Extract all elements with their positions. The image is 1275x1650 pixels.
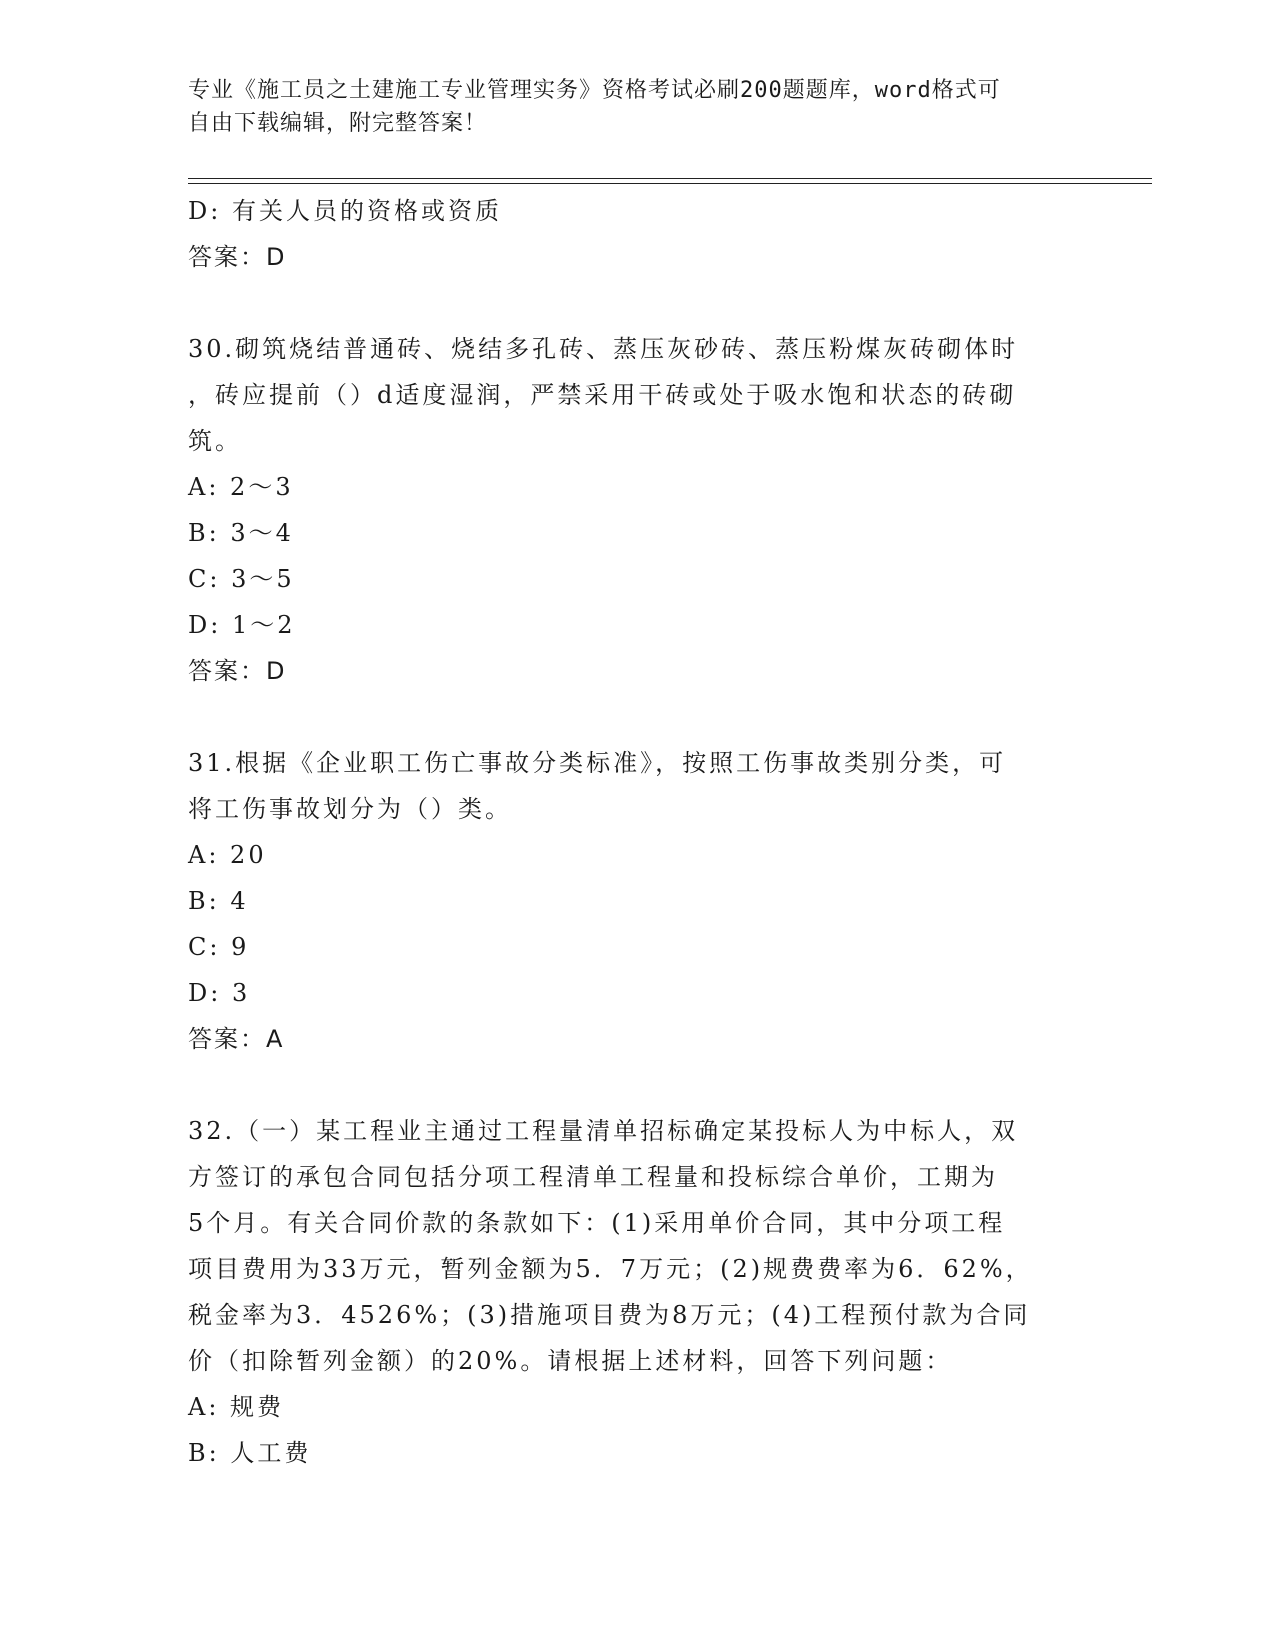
stem-line: 31.根据《企业职工伤亡事故分类标准》，按照工伤事故类别分类，可 [188,749,1007,777]
stem-line: 将工伤事故划分为（）类。 [188,795,512,823]
header-rule-bottom [188,183,1152,184]
option-a: A: 20 [188,841,267,869]
stem-line: ，砖应提前（）d适度湿润，严禁采用干砖或处于吸水饱和状态的砖砌 [188,381,1017,409]
option-a: A: 2～3 [188,473,294,501]
header-line-1: 专业《施工员之土建施工专业管理实务》资格考试必刷200题题库，word格式可 [188,78,1001,103]
answer-line: 答案：D [188,657,287,685]
question-stem [188,740,1078,832]
header-line-2: 自由下载编辑，附完整答案！ [188,111,488,136]
option-d: D: 有关人员的资格或资质 [188,197,502,225]
question-30 [188,326,1078,694]
option-d: D: 3 [188,979,251,1007]
stem-line: 5个月。有关合同价款的条款如下：(1)采用单价合同，其中分项工程 [188,1209,1006,1237]
answer-line: 答案：A [188,1025,285,1053]
question-32 [188,1108,1078,1476]
header-rule-top [188,178,1152,179]
option-d: D: 1～2 [188,611,296,639]
stem-line: 方签订的承包合同包括分项工程清单工程量和投标综合单价，工期为 [188,1163,998,1191]
previous-question [188,188,1078,280]
spacer [188,280,1078,326]
option-c: C: 3～5 [188,565,295,593]
option-b: B: 4 [188,887,249,915]
stem-line: 32.（一）某工程业主通过工程量清单招标确定某投标人为中标人，双 [188,1117,1019,1145]
document-body [188,188,1078,1476]
question-stem [188,326,1078,464]
stem-line: 价（扣除暂列金额）的20%。请根据上述材料，回答下列问题： [188,1347,953,1375]
stem-line: 30.砌筑烧结普通砖、烧结多孔砖、蒸压灰砂砖、蒸压粉煤灰砖砌体时 [188,335,1019,363]
spacer [188,694,1078,740]
option-b: B: 3～4 [188,519,294,547]
spacer [188,1062,1078,1108]
stem-line: 筑。 [188,427,242,455]
question-31 [188,740,1078,1062]
question-stem [188,1108,1078,1384]
page-header [188,74,1068,140]
option-c: C: 9 [188,933,250,961]
stem-line: 项目费用为33万元，暂列金额为5．7万元；(2)规费费率为6．62%， [188,1255,1033,1283]
option-b: B: 人工费 [188,1439,312,1467]
answer-line: 答案：D [188,243,287,271]
option-a: A: 规费 [188,1393,285,1421]
stem-line: 税金率为3．4526%；(3)措施项目费为8万元；(4)工程预付款为合同 [188,1301,1031,1329]
